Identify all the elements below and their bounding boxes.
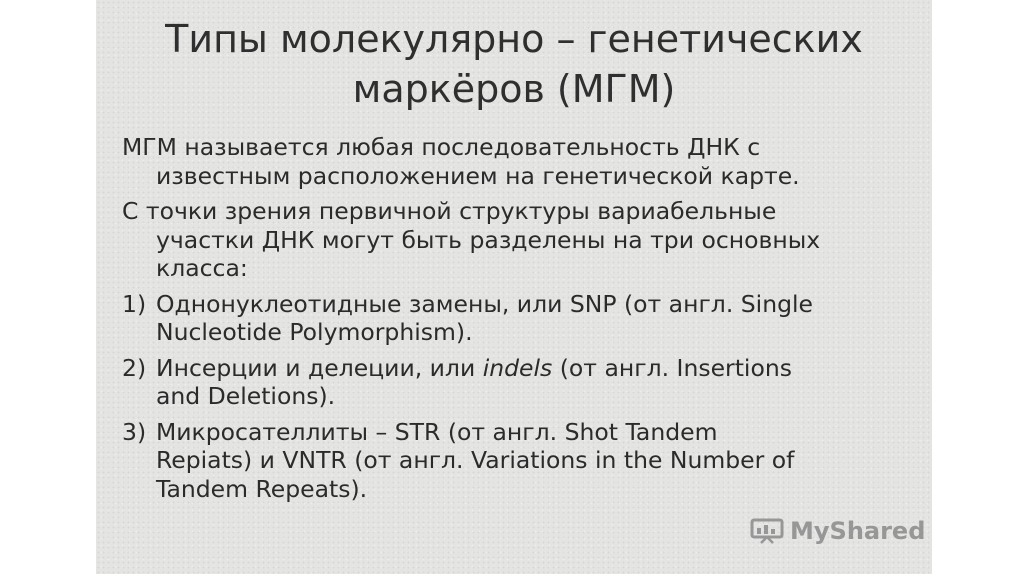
watermark-text: MyShared bbox=[790, 517, 926, 545]
list-item-microsatellites bbox=[122, 418, 922, 504]
snp-line-2: Nucleotide Polymorphism). bbox=[156, 318, 473, 346]
str-line-1: Микросателлиты – STR (от англ. Shot Tandem bbox=[156, 417, 718, 446]
indels-line-1-start: Инсерции и делеции, или bbox=[156, 353, 483, 382]
indels-term: indels bbox=[482, 353, 553, 382]
slide-body bbox=[122, 133, 922, 510]
classes-paragraph bbox=[122, 197, 922, 283]
classes-line-1: С точки зрения первичной структуры вариабельные bbox=[122, 197, 777, 225]
slide-title bbox=[96, 14, 932, 114]
snp-line-1: Однонуклеотидные замены, или SNP (от англ. Single bbox=[156, 289, 814, 318]
list-marker-2: 2) bbox=[122, 353, 147, 382]
list-item-snp bbox=[122, 290, 922, 347]
list-marker-3: 3) bbox=[122, 417, 147, 446]
indels-line-2: and Deletions). bbox=[156, 382, 336, 410]
presentation-board-icon bbox=[750, 518, 784, 544]
str-line-2: Repiats) и VNTR (от англ. Variations in the Number of bbox=[156, 446, 795, 474]
slide bbox=[96, 0, 932, 574]
title-line-1: Типы молекулярно – генетических bbox=[165, 17, 863, 61]
myshared-watermark bbox=[750, 516, 925, 546]
list-item-indels bbox=[122, 354, 922, 411]
definition-paragraph bbox=[122, 133, 922, 190]
classes-line-3: класса: bbox=[156, 254, 248, 282]
str-line-3: Tandem Repeats). bbox=[156, 474, 368, 503]
definition-line-1: МГМ называется любая последовательность ДНК с bbox=[122, 133, 761, 161]
title-line-2: маркёров (МГМ) bbox=[352, 67, 676, 111]
classes-line-2: участки ДНК могут быть разделены на три основных bbox=[156, 225, 821, 254]
definition-line-2: известным расположением на генетической карте. bbox=[156, 161, 800, 190]
indels-line-1-end: (от англ. Insertions bbox=[552, 353, 792, 382]
indels-line-1 bbox=[156, 354, 922, 383]
list-marker-1: 1) bbox=[122, 289, 147, 318]
